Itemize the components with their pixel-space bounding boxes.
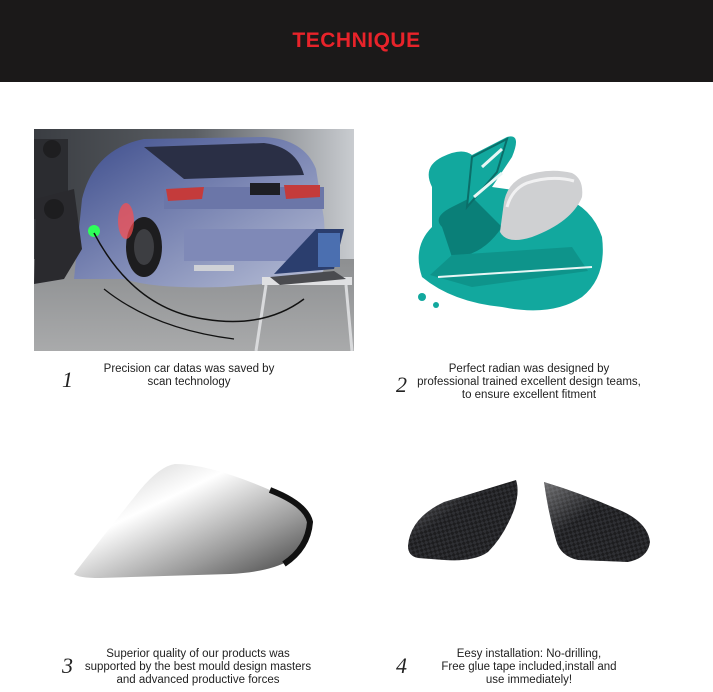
car-3d-scanning-photo [34,129,354,351]
step-number: 1 [62,367,73,392]
caption-line: Perfect radian was designed by [448,363,610,375]
header-banner [0,0,713,82]
page-title: TECHNIQUE [292,29,421,52]
caption-line: Precision car datas was saved by [103,363,275,375]
mirror-cad-render [412,127,612,317]
caption-line: use immediately! [485,674,573,686]
step-number: 2 [396,372,407,397]
step-caption [70,648,326,687]
step-number: 3 [62,653,73,678]
caption-line: Free glue tape included,install and [441,661,617,673]
caption-line: supported by the best mould design masters [84,661,312,673]
step-caption [94,363,284,389]
caption-line: Superior quality of our products was [106,648,290,660]
caption-line: and advanced productive forces [116,674,280,686]
step-caption [420,648,638,687]
step-number: 4 [396,653,407,678]
caption-line: professional trained excellent design teams, [417,376,641,388]
step-caption [404,363,654,402]
caption-line: Eesy installation: No-drilling, [456,648,602,660]
carbon-mirror-caps [404,476,654,566]
caption-line: to ensure excellent fitment [461,389,597,401]
mirror-mould-shell [70,460,315,580]
caption-line: scan technology [147,376,231,388]
